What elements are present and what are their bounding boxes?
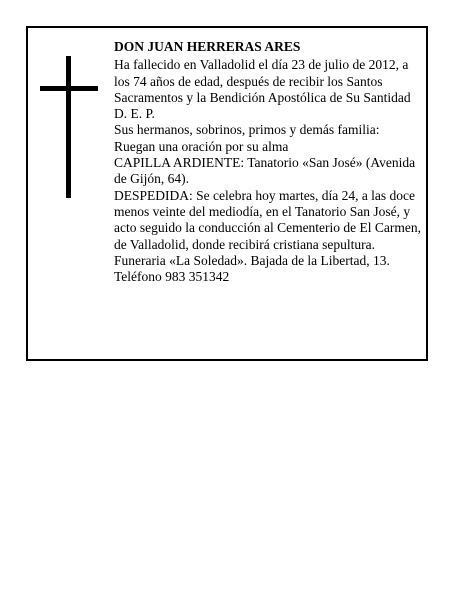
deceased-name: DON JUAN HERRERAS ARES: [114, 39, 301, 54]
farewell-info: DESPEDIDA: Se celebra hoy martes, día 24, a las doce menos veinte del mediodía, en el Tanatorio San José, y acto seguido la conducción al Cementerio de El Carmen, de Valladolid, donde recibirá cristiana sepultura.: [114, 187, 422, 252]
cross-vertical-bar: [66, 56, 71, 198]
notice-text: [114, 39, 424, 285]
death-announcement: Ha fallecido en Valladolid el día 23 de julio de 2012, a los 74 años de edad, después de recibir los Santos Sacramentos y la Bendición Apostólica de Su Santidad: [114, 57, 411, 105]
chapel-info: CAPILLA ARDIENTE: Tanatorio «San José» (Avenida de Gijón, 64).: [114, 155, 416, 187]
phone-info: Teléfono 983 351342: [114, 269, 230, 285]
prayer-request: Ruegan una oración por su alma: [114, 138, 289, 154]
cross-icon: [40, 56, 98, 198]
family-line: Sus hermanos, sobrinos, primos y demás familia:: [114, 122, 380, 138]
rip-line: D. E. P.: [114, 106, 155, 122]
cross-horizontal-bar: [40, 86, 98, 91]
obituary-notice: [26, 26, 428, 361]
funeral-home-info: Funeraria «La Soledad». Bajada de la Libertad, 13.: [114, 252, 390, 268]
